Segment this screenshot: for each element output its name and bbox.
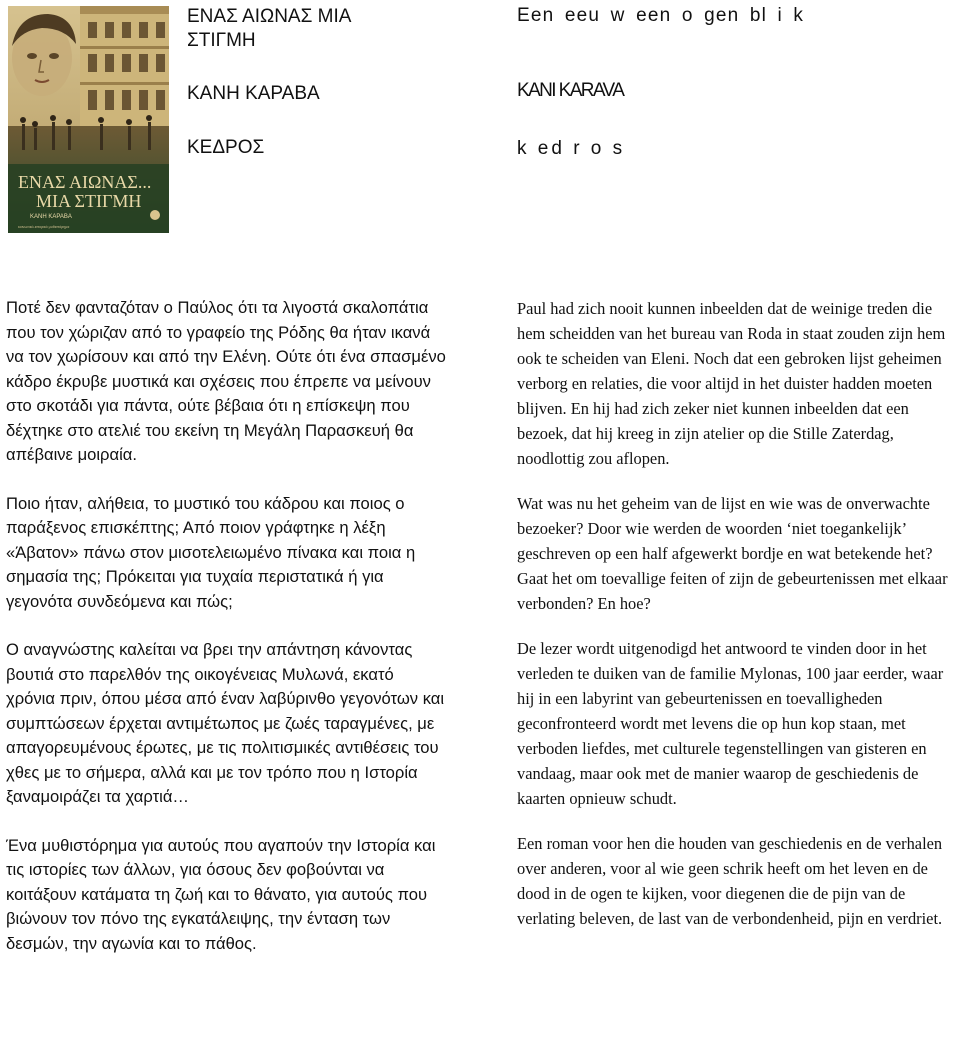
greek-title-line1: ΕΝΑΣ ΑΙΩΝΑΣ ΜΙΑ (187, 6, 352, 27)
cover-subtitle: κοινωνικό-ιστορικό μυθιστόρημα (18, 225, 70, 229)
greek-paragraph-3: Ο αναγνώστης καλείται να βρει την απάντηση κάνοντας βουτιά στο παρελθόν της οικογένειας Μυλωνά, εκατό χρόνια πριν, όπου μέσα από έναν λαβύρινθο γεγονότων και συμπτώσεων έρχεται αντιμέτωπος με ζωές ταραγμένες, με απαγορευμένους έρωτες, με τις πολιτισμικές αντιθέσεις του χθες με το σήμερα, αλλά και με τον τρόπο που η Ιστορία ξαναμοιράζει τα χαρτιά… (6, 640, 445, 806)
dutch-paragraph-2: Wat was nu het geheim van de lijst en wie was de onverwachte bezoeker? Door wie werden de woorden ‘niet toegankelijk’ geschreven op een half afgewerkt bordje en wat betekende het? Gaat het om toevallige feiten of zijn de gebeurtenissen met elkaar verbonden? En hoe? (517, 494, 948, 613)
cover-title-line2: ΜΙΑ ΣΤΙΓΜΗ (36, 191, 142, 211)
dutch-text-column (517, 296, 959, 931)
greek-author: ΚΑΝΗ ΚΑΡΑΒΑ (187, 83, 320, 104)
book-cover-illustration (8, 6, 169, 233)
greek-paragraph-4: Ένα μυθιστόρημα για αυτούς που αγαπούν την Ιστορία και τις ιστορίες των άλλων, για όσους δεν φοβούνται να κοιτάξουν κατάματα τη ζωή και το θάνατο, για αυτούς που βιώνουν τον πόνο της εγκατάλειψης, την ένταση των δεσμών, την αγωνία και το πάθος. (6, 835, 436, 953)
dutch-paragraph-3: De lezer wordt uitgenodigd het antwoord te vinden door in het verleden te duiken van de familie Mylonas, 100 jaar eerder, waar hij in een labyrint van gebeurtenissen en toevalligheden geconfronteerd wordt met levens die op hun kop staan, met verboden liefdes, met culturele tegenstellingen van gisteren en vandaag, maar ook met de manier waarop de geschiedenis de kaarten opnieuw schudt. (517, 639, 944, 808)
cover-author: ΚΑΝΗ ΚΑΡΑΒΑ (30, 214, 72, 220)
cover-title-line1: ΕΝΑΣ ΑΙΩΝΑΣ... (18, 172, 152, 192)
dutch-title: Een eeu w een o gen bl i k (517, 5, 805, 26)
greek-paragraph-1: Ποτέ δεν φανταζόταν ο Παύλος ότι τα λιγοστά σκαλοπάτια που τον χώριζαν από το γραφείο της Ρόδης θα ήταν ικανά να τον χωρίσουν και από την Ελένη. Ούτε ότι ένα σπασμένο κάδρο έκρυβε μυστικά και σχέσεις που έπρεπε να μείνουν στο σκοτάδι για πάντα, ούτε βέβαια ότι η επίσκεψη που δέχτηκε στο ατελιέ του εκείνη τη Μεγάλη Παρασκευή θα απέβαινε μοιραία. (6, 298, 446, 464)
publisher-logo-icon (150, 210, 160, 220)
greek-paragraph-2: Ποιο ήταν, αλήθεια, το μυστικό του κάδρου και ποιος ο παράξενος επισκέπτης; Από ποιον γράφτηκε η λέξη «Άβατον» πάνω στον μισοτελειωμένο πίνακα και ποια η σημασία της; Πρόκειται για τυχαία περιστατικά ή για γεγονότα συνδεόμενα και πώς; (6, 493, 416, 611)
dutch-paragraph-1: Paul had zich nooit kunnen inbeelden dat de weinige treden die hem scheidden van het bureau van Roda in staat zouden zijn hem ook te scheiden van Eleni. Noch dat een gebroken lijst geheimen verborg en relaties, die voor altijd in het duister hadden moeten blijven. En hij had zich zeker niet kunnen inbeelden dat een bezoek, dat hij kreeg in zijn atelier op die Stille Zaterdag, noodlottig zou aflopen. (517, 299, 946, 468)
dutch-author: KANI KARAVA (517, 80, 624, 101)
book-cover-image (8, 6, 169, 233)
dutch-publisher: k ed r o s (517, 138, 626, 159)
greek-publisher: ΚΕΔΡΟΣ (187, 137, 265, 158)
dutch-paragraph-4: Een roman voor hen die houden van geschiedenis en de verhalen over anderen, voor al wie geen schrik heeft om het leven en de dood in de ogen te kijken, voor diegenen die de pijn van de verlating beleven, de last van de verbondenheid, pijn en verdriet. (517, 834, 943, 928)
greek-title-line2: ΣΤΙΓΜΗ (187, 30, 256, 51)
greek-text-column (6, 296, 446, 956)
